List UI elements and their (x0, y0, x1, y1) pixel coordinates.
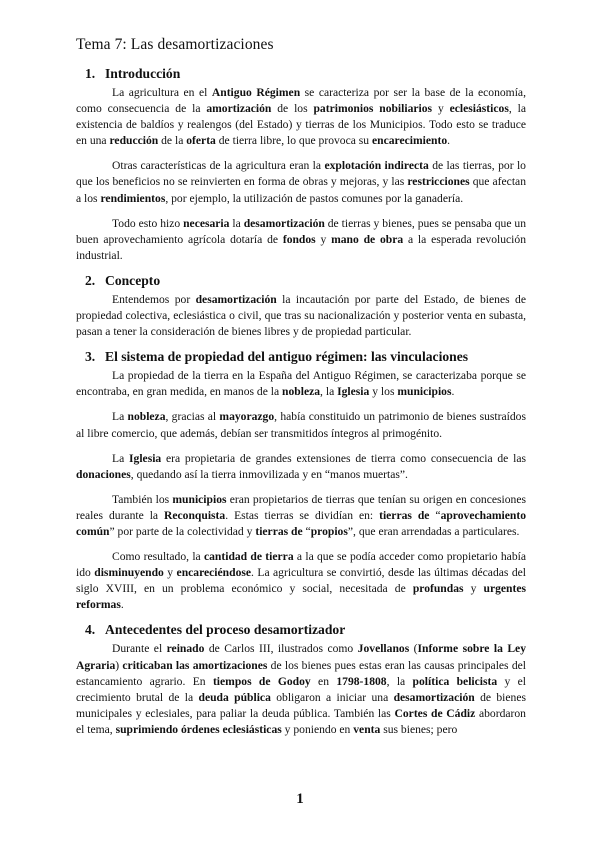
bold-term: municipios (397, 385, 452, 399)
text-run: . (451, 385, 455, 399)
text-run: se caracteriza por ser la base de la economía, como consecuencia de la (76, 86, 526, 116)
text-run: y (315, 232, 332, 246)
text-run: de tierras y bienes, pues se pensaba que un buen aprovechamiento agrícola dotaría de (76, 216, 526, 246)
bold-term: desamortización (243, 216, 325, 230)
section-4 (76, 622, 526, 738)
text-run: y (432, 102, 450, 116)
bold-term: reinado (166, 642, 205, 656)
text-run: la incautación por parte del Estado, de bienes de propiedad colectiva, eclesiástica o civil, que tras su nacionalización y posterior venta en subasta, pasan a tener la consideración de bienes libres y de propiedad particular. (76, 292, 526, 339)
bold-term: fondos (282, 232, 316, 246)
bold-term: amortización (206, 102, 272, 116)
bold-term: Jovellanos (357, 642, 410, 656)
bold-term: disminuyendo (94, 566, 164, 580)
section-2 (76, 273, 526, 340)
section-number: 4. (85, 622, 96, 638)
text-run: de bienes municipales y eclesiales, para paliar la deuda pública. También las (76, 690, 526, 720)
text-run: , la existencia de baldíos y realengos (del Estado) y tierras de los Municipios. Todo esto se traduce en una (76, 102, 526, 148)
section-number: 2. (85, 272, 96, 288)
text-run: ” por parte de la colectividad y (109, 524, 256, 538)
document-page (76, 36, 526, 747)
text-run: . La agricultura se convirtió, desde las últimas décadas del siglo XVIII, en un problema económico y social, necesitada de (76, 566, 527, 596)
bold-term: venta (353, 722, 381, 736)
section-3 (76, 349, 526, 613)
text-run: Como resultado, la (112, 550, 204, 564)
text-run: a la esperada revolución industrial. (76, 232, 526, 262)
section-title: El sistema de propiedad del antiguo régimen: las vinculaciones (105, 349, 469, 365)
paragraph (76, 85, 526, 149)
text-run: sus bienes; pero (380, 722, 458, 736)
bold-term: criticaban las amortizaciones (122, 658, 268, 672)
text-run: abordaron el tema, (76, 706, 526, 736)
bold-term: tierras de (255, 524, 303, 538)
text-run: de tierra libre, lo que provoca su (215, 134, 372, 148)
text-run: Durante el (112, 642, 167, 656)
text-run: Entendemos por (112, 292, 196, 306)
text-run: a la que se podía acceder como propietario había ido (76, 550, 526, 580)
text-run: , quedando así la tierra inmovilizada y en “manos muertas”. (130, 467, 408, 481)
bold-term: eclesiásticos (449, 102, 509, 116)
paragraph (76, 216, 526, 264)
text-run: , la (386, 674, 413, 688)
bold-term: suprimiendo órdenes eclesiásticas (115, 722, 282, 736)
text-run: era propietaria de grandes extensiones de tierra como consecuencia de las (161, 451, 526, 465)
paragraph (76, 492, 526, 540)
text-run: de la (158, 134, 187, 148)
bold-term: desamortización (393, 690, 475, 704)
text-run: y poniendo en (281, 722, 354, 736)
text-run: “ (302, 524, 311, 538)
bold-term: necesaria (183, 216, 230, 230)
section-heading (85, 273, 526, 289)
text-run: y (463, 582, 484, 596)
bold-term: Cortes de Cádiz (394, 706, 476, 720)
bold-term: deuda pública (198, 690, 271, 704)
text-run: la (229, 216, 244, 230)
bold-term: oferta (186, 134, 216, 148)
text-run: La (112, 451, 130, 465)
text-run: La agricultura en el (112, 86, 212, 99)
text-run: ( (409, 642, 418, 656)
bold-term: tierras de (379, 508, 430, 522)
section-title: Introducción (105, 66, 181, 81)
bold-term: explotación indirecta (324, 159, 429, 173)
paragraph (76, 641, 526, 738)
text-run: La (112, 410, 128, 424)
text-run: de las tierras, por lo que los beneficios no se reinvierten en forma de obras y mejoras, y las (76, 159, 526, 189)
section-heading (85, 349, 526, 365)
bold-term: nobleza (282, 385, 321, 399)
text-run: y el crecimiento brutal de la (76, 674, 527, 704)
bold-term: Antiguo Régimen (211, 86, 301, 99)
bold-term: mayorazgo (219, 410, 275, 424)
paragraph (76, 409, 526, 441)
text-run: de Carlos III, ilustrados como (204, 642, 358, 656)
section-heading (85, 66, 526, 82)
section-number: 3. (85, 349, 96, 365)
text-run: , había constituido un patrimonio de bienes sustraídos al libre comercio, que además, debían ser transmitidos íntegros al primogénito. (76, 410, 526, 440)
text-run: de los bienes pues estas eran las causas principales del estancamiento agrario. En (76, 658, 526, 688)
bold-term: aprovechamiento común (76, 508, 527, 538)
text-run: eran propietarios de tierras que tenían su origen en concesiones reales durante la (76, 492, 526, 522)
text-run: . (120, 598, 124, 612)
paragraph (76, 451, 526, 483)
bold-term: encarecimiento (372, 134, 448, 148)
bold-term: municipios (172, 492, 227, 506)
section-1 (76, 66, 526, 264)
bold-term: profundas (412, 582, 464, 596)
text-run: También los (112, 492, 173, 506)
text-run: , gracias al (165, 410, 220, 424)
bold-term: 1798-1808 (336, 674, 387, 688)
bold-term: donaciones (76, 467, 131, 481)
text-run: en (310, 674, 337, 688)
text-run: y los (369, 385, 398, 399)
text-run: “ (429, 508, 441, 522)
section-number: 1. (85, 66, 96, 81)
text-run: de los (271, 102, 314, 116)
paragraph (76, 292, 526, 340)
paragraph (76, 368, 526, 400)
bold-term: nobleza (127, 410, 166, 424)
bold-term: urgentes reformas (76, 582, 527, 612)
bold-term: patrimonios nobiliarios (313, 102, 433, 116)
text-run: ”, que eran arrendadas a particulares. (347, 524, 520, 538)
text-run: Otras características de la agricultura eran la (112, 159, 325, 173)
text-run: ) (115, 658, 123, 672)
bold-term: desamortización (195, 292, 277, 306)
text-run: obligaron a iniciar una (270, 690, 394, 704)
text-run: , la (320, 385, 338, 399)
section-heading (85, 622, 526, 638)
text-run: . Estas tierras se dividían en: (225, 508, 380, 522)
bold-term: reducción (109, 134, 159, 148)
text-run: . (447, 134, 451, 148)
text-run: que afectan a los (76, 175, 526, 205)
bold-term: tiempos de Godoy (212, 674, 311, 688)
section-title: Antecedentes del proceso desamortizador (105, 622, 346, 638)
bold-term: Informe sobre la Ley Agraria (76, 642, 527, 672)
page-number: 1 (296, 791, 304, 807)
bold-term: mano de obra (331, 232, 404, 246)
bold-term: restricciones (407, 175, 470, 189)
text-run: Todo esto hizo (112, 216, 184, 230)
document-title: Tema 7: Las desamortizaciones (76, 36, 274, 53)
text-run: , por ejemplo, la utilización de pastos comunes por la ganadería. (165, 191, 464, 205)
document-body (76, 66, 526, 738)
bold-term: rendimientos (100, 191, 166, 205)
paragraph (76, 549, 526, 613)
bold-term: Iglesia (337, 385, 370, 399)
paragraph (76, 158, 526, 206)
text-run: La propiedad de la tierra en la España del Antiguo Régimen, se caracterizaba porque se encontraba, en gran medida, en manos de la (76, 369, 526, 399)
bold-term: Iglesia (129, 451, 162, 465)
section-title: Concepto (105, 272, 161, 288)
text-run: y (163, 566, 177, 580)
bold-term: propios (310, 524, 348, 538)
bold-term: política belicista (412, 674, 498, 688)
bold-term: Reconquista (164, 508, 226, 522)
bold-term: encareciéndose (176, 566, 252, 580)
bold-term: cantidad de tierra (203, 550, 294, 564)
